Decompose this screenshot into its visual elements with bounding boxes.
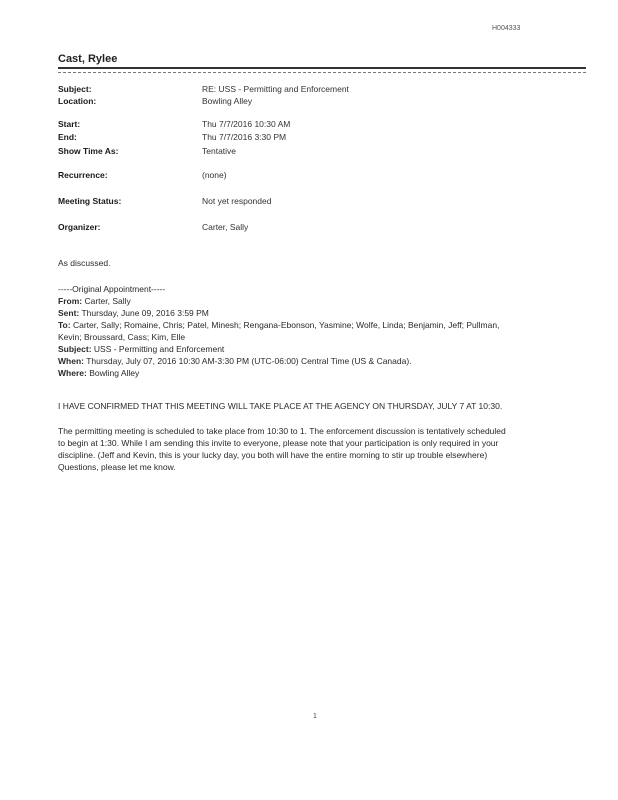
meta-value: Thu 7/7/2016 10:30 AM xyxy=(202,119,291,129)
meta-value: Not yet responded xyxy=(202,196,272,206)
body-line: Questions, please let me know. xyxy=(58,462,176,472)
original-header: -----Original Appointment----- xyxy=(58,284,166,294)
body-line: The permitting meeting is scheduled to take place from 10:30 to 1. The enforcement discussion is tentatively scheduled xyxy=(58,426,506,436)
meta-value: (none) xyxy=(202,170,227,180)
bates-number: H004333 xyxy=(492,25,521,32)
page-number: 1 xyxy=(313,713,317,720)
meta-label: Location: xyxy=(58,96,97,106)
original-from: From: Carter, Sally xyxy=(58,296,131,306)
original-subject: Subject: USS - Permitting and Enforcement xyxy=(58,344,225,354)
original-when: When: Thursday, July 07, 2016 10:30 AM-3:30 PM (UTC-06:00) Central Time (US & Canada). xyxy=(58,356,412,366)
intro-text: As discussed. xyxy=(58,258,111,268)
meta-label: Recurrence: xyxy=(58,170,108,180)
meta-value: Tentative xyxy=(202,146,237,156)
meta-label: Start: xyxy=(58,119,81,129)
message-body xyxy=(58,425,570,473)
meta-label: Show Time As: xyxy=(58,146,119,156)
header-divider xyxy=(58,67,586,73)
mailbox-owner-name: Cast, Rylee xyxy=(58,53,118,65)
confirmation-notice: I HAVE CONFIRMED THAT THIS MEETING WILL TAKE PLACE AT THE AGENCY ON THURSDAY, JULY 7 AT 10:30. xyxy=(58,401,503,411)
meta-label: End: xyxy=(58,132,77,142)
original-sent: Sent: Thursday, June 09, 2016 3:59 PM xyxy=(58,308,209,318)
meta-value: RE: USS - Permitting and Enforcement xyxy=(202,84,349,94)
meta-label: Subject: xyxy=(58,84,92,94)
original-to-continued: Kevin; Broussard, Cass; Kim, Elle xyxy=(58,332,186,342)
meta-value: Bowling Alley xyxy=(202,96,253,106)
original-to: To: Carter, Sally; Romaine, Chris; Patel, Minesh; Rengana-Ebonson, Yasmine; Wolfe, Linda; Benjamin, Jeff; Pullman, xyxy=(58,320,500,330)
meta-label: Organizer: xyxy=(58,222,101,232)
original-appointment-block xyxy=(58,283,570,379)
body-line: to begin at 1:30. While I am sending this invite to everyone, please note that your participation is only required in your xyxy=(58,438,499,448)
body-line: discipline. (Jeff and Kevin, this is your lucky day, you both will have the entire morning to stir up trouble elsewhere) xyxy=(58,450,488,460)
original-where: Where: Bowling Alley xyxy=(58,368,140,378)
meta-label: Meeting Status: xyxy=(58,196,122,206)
meta-value: Thu 7/7/2016 3:30 PM xyxy=(202,132,287,142)
meta-value: Carter, Sally xyxy=(202,222,249,232)
